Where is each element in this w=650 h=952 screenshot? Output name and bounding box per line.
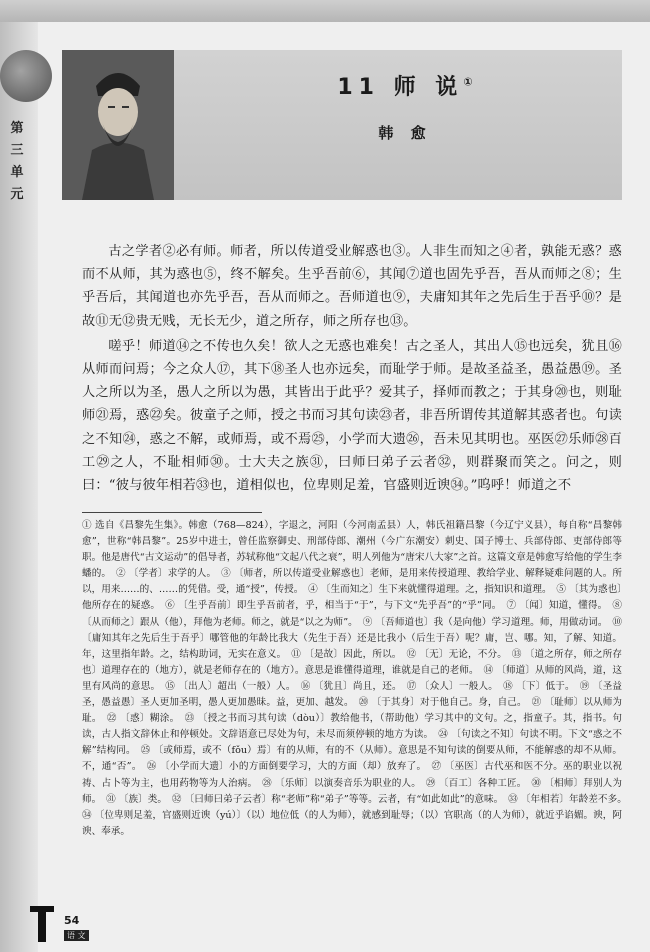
unit-label — [6, 118, 28, 206]
page-marker-bar — [38, 908, 46, 942]
portrait-image-icon — [62, 50, 174, 200]
lesson-title — [240, 70, 570, 101]
unit-char: 单 — [10, 165, 24, 180]
paragraph: 嗟乎！师道⑭之不传也久矣！欲人之无惑也难矣！古之圣人，其出人⑮也远矣，犹且⑯从师而问焉；今之众人⑰，其下⑱圣人也亦远矣，而耻学于师。是故圣益圣，愚益愚⑲。圣人之所以为圣，愚人之所以为愚，其皆出于此乎？爱其子，择师而教之；于其身⑳也，则耻师㉑焉，惑㉒矣。彼童子之师，授之书而习其句读㉓者，非吾所谓传其道解其惑者也。句读之不知㉔，惑之不解，或师焉，或不焉㉕，小学而大遗㉖，吾未见其明也。巫医㉗乐师㉘百工㉙之人，不耻相师㉚。士大夫之族㉛，曰师曰弟子云者㉜，则群聚而笑之。问之，则曰：“彼与彼年相若㉝也，道相似也，位卑则足羞，官盛则近谀㉞。”呜呼！师道之不 — [82, 338, 622, 494]
unit-char: 三 — [10, 143, 24, 158]
footnotes — [82, 518, 632, 840]
subject-label: 语 文 — [64, 930, 89, 941]
unit-char: 第 — [10, 121, 24, 136]
author-portrait — [62, 50, 174, 200]
main-text — [82, 240, 622, 497]
lesson-number: 11 — [337, 75, 380, 100]
top-band — [0, 0, 650, 22]
author-name: 韩 愈 — [378, 124, 432, 142]
unit-char: 元 — [10, 187, 24, 202]
footnote-divider — [82, 512, 262, 513]
page-number: 54 — [64, 914, 80, 927]
title-footnote-marker: ① — [463, 75, 473, 89]
footnote-block: ① 选自《昌黎先生集》。韩愈（768—824），字退之，河阳（今河南孟县）人，韩氏祖籍昌黎（今辽宁义县），每自称“昌黎韩愈”，世称“韩昌黎”。25岁中进士，曾任监察御史、刑部侍郎、潮州（今广东潮安）刺史、国子博士、兵部侍郎、吏部侍郎等职。他是唐代“古文运动”的倡导者，苏轼称他“文起八代之衰”，明人列他为“唐宋八大家”之首。这篇文章是韩愈写给他的学生李蟠的。 ② 〔学者〕求学的人。 ③ 〔师者，所以传道受业解惑也〕老师，是用来传授道理、教给学业、解释疑难问题的人。所以，用来……的、……的凭借。受，通“授”，传授。 ④ 〔生而知之〕生下来就懂得道理。之，指知识和道理。 ⑤ 〔其为惑也〕他所存在的疑惑。 ⑥ 〔生乎吾前〕即生乎吾前者，乎，相当于“于”，与下文“先乎吾”的“乎”同。 ⑦ 〔闻〕知道，懂得。 ⑧ 〔从而师之〕跟从（他），拜他为老师。师之，就是“以之为师”。 ⑨ 〔吾师道也〕我（是向他）学习道理。师，用做动词。 ⑩ 〔庸知其年之先后生于吾乎〕哪管他的年龄比我大（先生于吾）还是比我小（后生于吾）呢？庸，岂、哪。知，了解、知道。年，这里指年龄。之，结构助词，无实在意义。 ⑪ 〔是故〕因此，所以。 ⑫ 〔无〕无论，不分。 ⑬ 〔道之所存，师之所存也〕道理存在的（地方），就是老师存在的（地方）。意思是谁懂得道理，谁就是自己的老师。 ⑭ 〔师道〕从师的风尚，道，这里有风尚的意思。 ⑮ 〔出人〕超出（一般）人。 ⑯ 〔犹且〕尚且，还。 ⑰ 〔众人〕一般人。 ⑱ 〔下〕低于。 ⑲ 〔圣益圣，愚益愚〕圣人更加圣明，愚人更加愚昧。益，更加、越发。 ⑳ 〔于其身〕对于他自己。身，自己。 ㉑ 〔耻师〕以从师为耻。 ㉒ 〔惑〕糊涂。 ㉓ 〔授之书而习其句读（dòu）〕教给他书，（帮助他）学习其中的文句。之，指童子。其，指书。句读，古人指文辞休止和停顿处。文辞语意已尽处为句，未尽而须停顿的地方为读。 ㉔ 〔句读之不知〕句读不明。下文“惑之不解”结构同。 ㉕ 〔或师焉，或不（fǒu）焉〕有的从师，有的不（从师）。意思是不知句读的倒要从师，不能解惑的却不从师。不，通“否”。 ㉖ 〔小学而大遗〕小的方面倒要学习，大的方面（却）放弃了。 ㉗ 〔巫医〕古代巫和医不分。巫的职业以祝祷、占卜等为主，也用药物等为人治病。 ㉘ 〔乐师〕以演奏音乐为职业的人。 ㉙ 〔百工〕各种工匠。 ㉚ 〔相师〕拜别人为师。 ㉛ 〔族〕类。 ㉜ 〔曰师曰弟子云者〕称“老师”称“弟子”等等。云者，有“如此如此”的意味。 ㉝ 〔年相若〕年龄差不多。 ㉞ 〔位卑则足羞，官盛则近谀（yú）〕（以）地位低（的人为师），就感到耻辱；（以）官职高（的人为师），就近乎谄媚。谀，阿谀、奉承。 — [82, 520, 632, 837]
lesson-title-text: 师 说 — [393, 75, 464, 100]
paragraph: 古之学者②必有师。师者，所以传道受业解惑也③。人非生而知之④者，孰能无惑？惑而不从师，其为惑也⑤，终不解矣。生乎吾前⑥，其闻⑦道也固先乎吾，吾从而师之⑧；生乎吾后，其闻道也亦先乎吾，吾从而师之。吾师道也⑨，夫庸知其年之先后生于吾乎⑩？是故⑪无⑫贵无贱，无长无少，道之所存，师之所存也⑬。 — [82, 244, 622, 329]
decorative-seal-icon — [0, 50, 52, 102]
